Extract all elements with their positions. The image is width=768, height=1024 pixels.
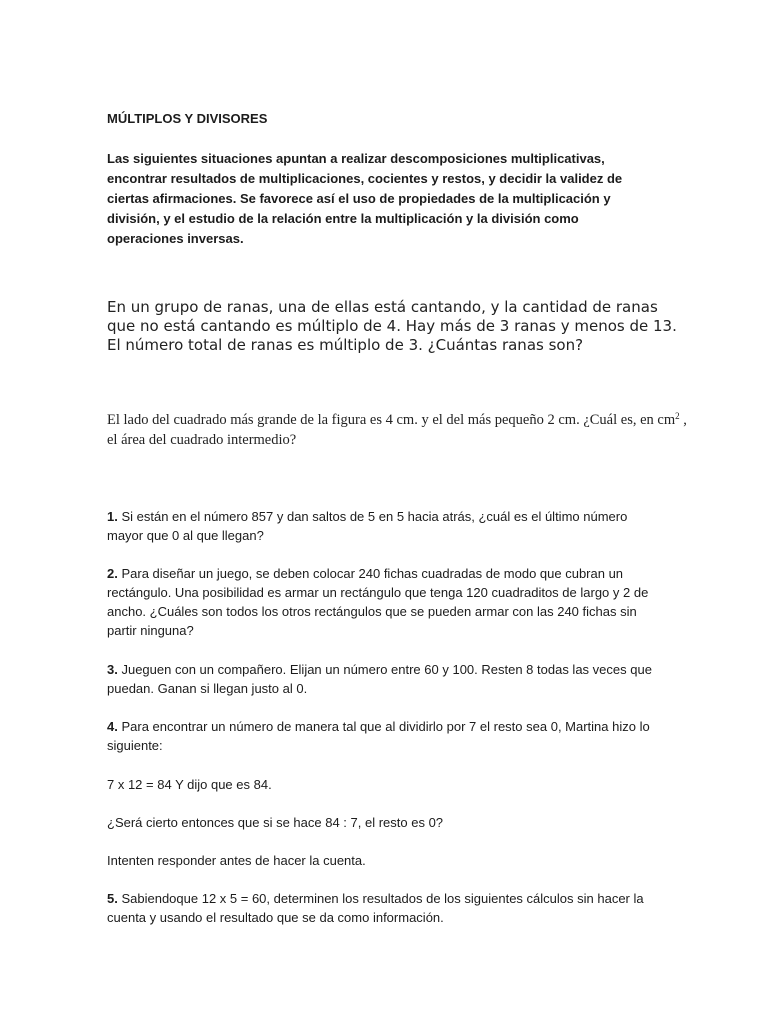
problem-4-calculation: 7 x 12 = 84 Y dijo que es 84. <box>107 777 272 792</box>
problem-text: Si están en el número 857 y dan saltos de 5 en 5 hacia atrás, ¿cuál es el último número mayor que 0 al que llegan? <box>107 509 628 543</box>
problem-number: 5. <box>107 891 118 906</box>
problem-number: 2. <box>107 566 118 581</box>
problem-text: Jueguen con un compañero. Elijan un número entre 60 y 100. Resten 8 todas las veces que puedan. Ganan si llegan justo al 0. <box>107 662 652 696</box>
problem-text: Para encontrar un número de manera tal que al dividirlo por 7 el resto sea 0, Martina hizo lo siguiente: <box>107 719 650 753</box>
problem-3 <box>107 660 667 698</box>
problem-number: 1. <box>107 509 118 524</box>
problem-number: 4. <box>107 719 118 734</box>
problem-4 <box>107 717 667 755</box>
frogs-problem: En un grupo de ranas, una de ellas está cantando, y la cantidad de ranas que no está cantando es múltiplo de 4. Hay más de 3 ranas y menos de 13. El número total de ranas es múltiplo de 3. ¿Cuántas ranas son? <box>107 298 677 354</box>
square-problem-exponent: 2 <box>675 411 680 421</box>
problem-4-question: ¿Será cierto entonces que si se hace 84 : 7, el resto es 0? <box>107 815 444 830</box>
problem-2 <box>107 564 667 640</box>
problem-text: Para diseñar un juego, se deben colocar 240 fichas cuadradas de modo que cubran un rectángulo. Una posibilidad es armar un rectángulo que tenga 120 cuadraditos de largo y 2 de ancho. ¿Cuáles son todos los otros rectángulos que se pueden armar con las 240 fichas sin partir ninguna? <box>107 566 649 638</box>
problem-1 <box>107 507 667 545</box>
problem-4-instruction: Intenten responder antes de hacer la cuenta. <box>107 853 366 868</box>
problem-number: 3. <box>107 662 118 677</box>
intro-paragraph: Las siguientes situaciones apuntan a realizar descomposiciones multiplicativas, encontrar resultados de multiplicaciones, cocientes y restos, y decidir la validez de ciertas afirmaciones. Se favorece así el uso de propiedades de la multiplicación y división, y el estudio de la relación entre la multiplicación y la división como operaciones inversas. <box>107 151 623 246</box>
square-problem <box>107 410 697 450</box>
square-problem-text-1: El lado del cuadrado más grande de la figura es 4 cm. y el del más pequeño 2 cm. ¿Cuál es, en cm <box>107 412 676 428</box>
page-title: MÚLTIPLOS Y DIVISORES <box>107 111 268 126</box>
problem-text: Sabiendoque 12 x 5 = 60, determinen los resultados de los siguientes cálculos sin hacer la cuenta y usando el resultado que se da como información. <box>107 891 644 925</box>
square-problem-text-2: , el área del cuadrado intermedio? <box>107 412 687 448</box>
problem-5 <box>107 889 667 927</box>
